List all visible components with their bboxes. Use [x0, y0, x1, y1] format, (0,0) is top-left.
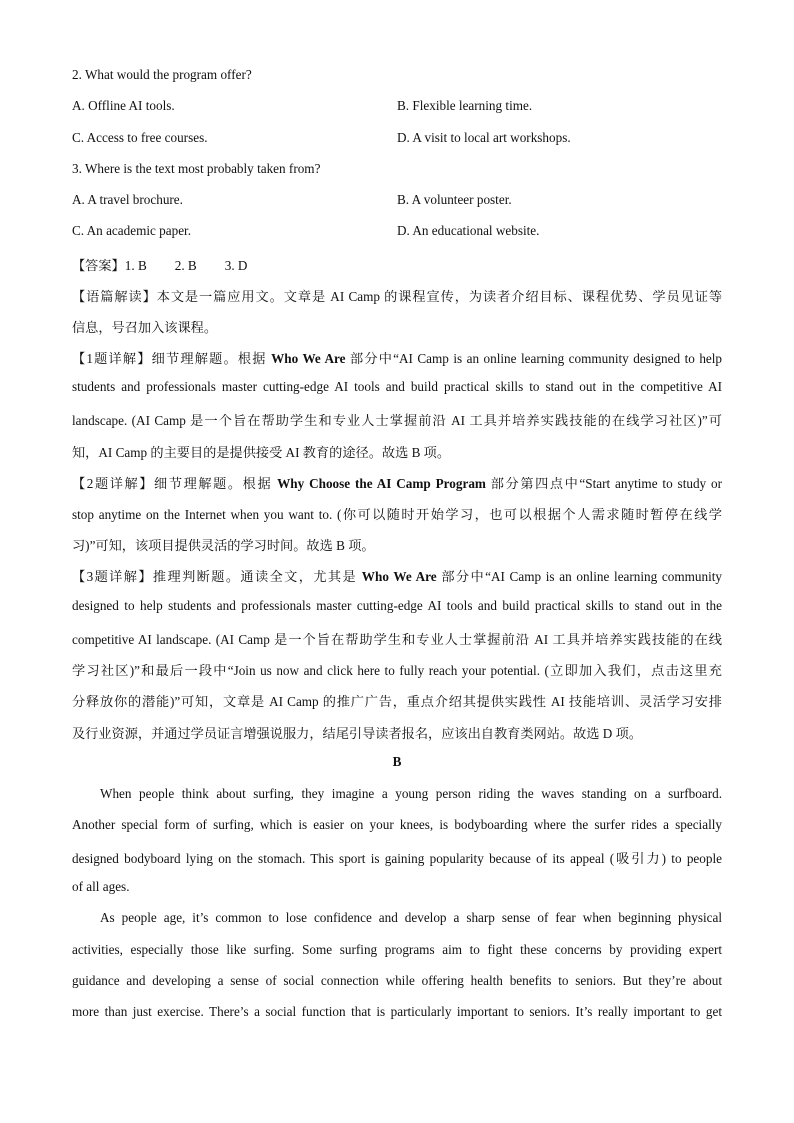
- b-paragraph-2-line-2: activities, especially those like surfing. Some surfing programs aim to fight these concerns by providing expert: [72, 942, 722, 957]
- q2-option-a: A. Offline AI tools.: [72, 98, 175, 113]
- analysis-label: 【语篇解读】: [72, 289, 157, 304]
- b-paragraph-1-line-4: of all ages.: [72, 879, 130, 894]
- answer-label: 【答案】: [72, 258, 125, 273]
- q3-option-c: C. An academic paper.: [72, 223, 192, 238]
- q3-option-b: B. A volunteer poster.: [397, 192, 512, 207]
- question-2: 2. What would the program offer?: [72, 67, 252, 82]
- detail-3-line-4: 学习社区)”和最后一段中“Join us now and click here to fully reach your potential. (立即加入我们，点击这里充: [72, 663, 722, 678]
- q3-option-a: A. A travel brochure.: [72, 192, 183, 207]
- question-3: 3. Where is the text most probably taken from?: [72, 161, 321, 176]
- detail-1-line-2: students and professionals master cutting-edge AI tools and build practical skills to stand out in the competitive AI: [72, 379, 722, 394]
- analysis-line-1: 【语篇解读】本文是一篇应用文。文章是 AI Camp 的课程宣传，为读者介绍目标、课程优势、学员见证等: [72, 289, 722, 304]
- detail-2-line-2: stop anytime on the Internet when you want to. (你可以随时开始学习，也可以根据个人需求随时暂停在线学: [72, 507, 722, 522]
- q2-option-c: C. Access to free courses.: [72, 130, 208, 145]
- detail-2-line-1: 【2题详解】细节理解题。根据 Why Choose the AI Camp Program 部分第四点中“Start anytime to study or: [72, 476, 722, 491]
- analysis-line-2: 信息，号召加入该课程。: [72, 320, 218, 335]
- q3-option-d: D. An educational website.: [397, 223, 540, 238]
- detail-3-line-3: competitive AI landscape. (AI Camp 是一个旨在帮助学生和专业人士掌握前沿 AI 工具并培养实践技能的在线: [72, 632, 722, 647]
- detail-1-line-4: 知，AI Camp 的主要目的是提供接受 AI 教育的途径。故选 B 项。: [72, 445, 451, 460]
- answer-line: [72, 255, 247, 274]
- q2-option-b: B. Flexible learning time.: [397, 98, 533, 113]
- answer-3: 3. D: [224, 258, 248, 273]
- detail-1-line-3: landscape. (AI Camp 是一个旨在帮助学生和专业人士掌握前沿 AI 工具并培养实践技能的在线学习社区)”可: [72, 413, 722, 428]
- detail-3-label: 【3题详解】: [72, 569, 153, 584]
- b-paragraph-1-line-3: designed bodyboard lying on the stomach. This sport is gaining popularity because of its appeal (吸引力) to people: [72, 851, 722, 866]
- detail-3-line-5: 分释放你的潜能)”可知，文章是 AI Camp 的推广广告，重点介绍其提供实践性 AI 技能培训、灵活学习安排: [72, 694, 722, 709]
- detail-3-line-1: 【3题详解】推理判断题。通读全文，尤其是 Who We Are 部分中“AI Camp is an online learning community: [72, 569, 722, 584]
- detail-1-line-1: 【1题详解】细节理解题。根据 Who We Are 部分中“AI Camp is an online learning community designed to help: [72, 351, 722, 366]
- q2-option-d: D. A visit to local art workshops.: [397, 130, 571, 145]
- detail-3-line-2: designed to help students and professionals master cutting-edge AI tools and build practical skills to stand out in the: [72, 598, 722, 613]
- b-paragraph-2-line-3: guidance and developing a sense of social connection while offering health benefits to seniors. But they’re about: [72, 973, 722, 988]
- detail-2-label: 【2题详解】: [72, 476, 155, 491]
- detail-3-line-6: 及行业资源，并通过学员证言增强说服力，结尾引导读者报名，应该出自教育类网站。故选 D 项。: [72, 726, 642, 741]
- b-paragraph-2-line-4: more than just exercise. There’s a social function that is particularly important to seniors. It’s really important to get: [72, 1004, 722, 1019]
- detail-1-label: 【1题详解】: [72, 351, 152, 366]
- b-paragraph-2-line-1: As people age, it’s common to lose confidence and develop a sharp sense of fear when beginning physical: [100, 910, 722, 925]
- answer-1: 1. B: [124, 258, 147, 273]
- b-paragraph-1-line-2: Another special form of surfing, which is easier on your knees, is bodyboarding where the surfer rides a specially: [72, 817, 722, 832]
- detail-2-line-3: 习)”可知，该项目提供灵活的学习时间。故选 B 项。: [72, 538, 375, 553]
- b-paragraph-1-line-1: When people think about surfing, they imagine a young person riding the waves standing on a surfboard.: [100, 786, 722, 801]
- section-b-heading: B: [392, 754, 402, 769]
- answer-2: 2. B: [174, 258, 197, 273]
